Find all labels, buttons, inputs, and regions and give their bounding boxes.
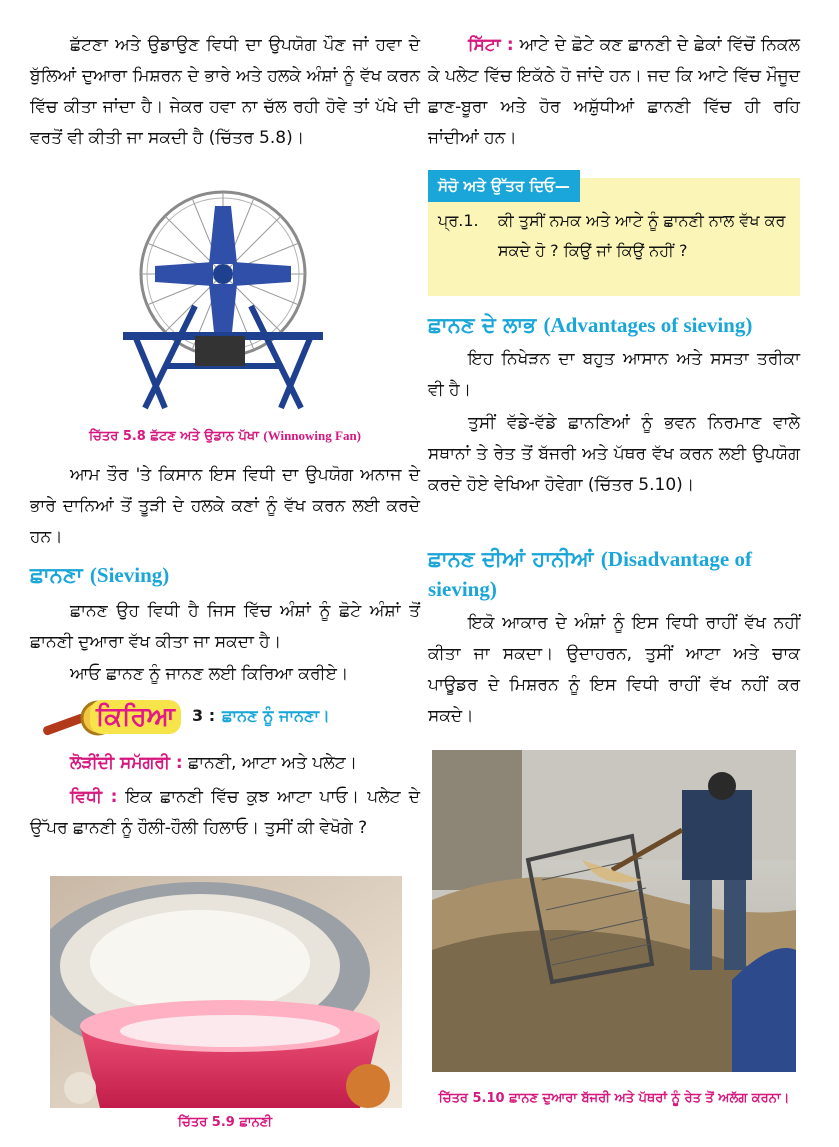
method-label: ਵਿਧੀ : xyxy=(70,787,118,807)
figure-5-8-caption xyxy=(30,427,420,446)
advantage-easy-cheap: ਇਹ ਨਿਖੇੜਨ ਦਾ ਬਹੁਤ ਆਸਾਨ ਅਤੇ ਸਸਤਾ ਤਰੀਕਾ ਵੀ ਹੈ। xyxy=(428,349,800,400)
construction-sieve-image xyxy=(432,750,796,1072)
figure-5-9-caption: ਚਿੱਤਰ 5.9 ਛਾਨਣੀ xyxy=(177,1115,273,1130)
sieving-heading-en: (Sieving) xyxy=(89,563,170,587)
lets-do-activity: ਆਓ ਛਾਨਣ ਨੂੰ ਜਾਨਣ ਲਈ ਕਿਰਿਆ ਕਰੀਏ। xyxy=(70,664,349,684)
materials-line xyxy=(30,748,420,779)
result-paragraph xyxy=(428,30,800,154)
figure-5-10-caption: ਚਿੱਤਰ 5.10 ਛਾਨਣ ਦੁਆਰਾ ਬੱਜਰੀ ਅਤੇ ਪੱਥਰਾਂ ਨੂੰ ਰੇਤ ਤੋਂ ਅਲੱਗ ਕਰਨਾ। xyxy=(438,1091,790,1106)
sieving-heading xyxy=(30,560,169,590)
disadvantage-paragraph: ਇਕੋ ਆਕਾਰ ਦੇ ਅੰਸ਼ਾਂ ਨੂੰ ਇਸ ਵਿਧੀ ਰਾਹੀਂ ਵੱਖ ਨਹੀਂ ਕੀਤਾ ਜਾ ਸਕਦਾ। ਉਦਾਹਰਨ, ਤੁਸੀਂ ਆਟਾ ਅਤੇ ਚਾਕ ਪਾਊਡਰ ਦੇ ਮਿਸ਼ਰਨ ਨੂੰ ਇਸ ਵਿਧੀ ਰਾਹੀਂ ਵੱਖ ਨਹੀਂ ਕਰ ਸਕਦੇ। xyxy=(428,613,800,726)
question-text: ਕੀ ਤੁਸੀਂ ਨਮਕ ਅਤੇ ਆਟੇ ਨੂੰ ਛਾਨਣੀ ਨਾਲ ਵੱਖ ਕਰ ਸਕਦੇ ਹੋ ? ਕਿਉਂ ਜਾਂ ਕਿਉਂ ਨਹੀਂ ? xyxy=(498,211,786,260)
materials-label: ਲੋੜੀਂਦੀ ਸਮੱਗਰੀ : xyxy=(70,753,183,773)
activity-word: ਕਿਰਿਆ xyxy=(90,700,181,734)
winnowing-paragraph: ਛੱਟਣਾ ਅਤੇ ਉਡਾਉਣ ਵਿਧੀ ਦਾ ਉਪਯੋਗ ਪੌਣ ਜਾਂ ਹਵਾ ਦੇ ਬੁੱਲਿਆਂ ਦੁਆਰਾ ਮਿਸ਼ਰਨ ਦੇ ਭਾਰੇ ਅਤੇ ਹਲਕੇ ਅੰਸ਼ਾਂ ਨੂੰ ਵੱਖ ਕਰਨ ਵਿੱਚ ਕੀਤਾ ਜਾਂਦਾ ਹੈ। ਜੇਕਰ ਹਵਾ ਨਾ ਚੱਲ ਰਹੀ ਹੋਵੇ ਤਾਂ ਪੱਖੇ ਦੀ ਵਰਤੋਂ ਵੀ ਕੀਤੀ ਜਾ ਸਕਦੀ ਹੈ (ਚਿੱਤਰ 5.8)। xyxy=(30,35,420,148)
advantages-heading-pa: ਛਾਨਣ ਦੇ ਲਾਭ xyxy=(428,312,537,337)
activity-title: ਛਾਨਣ ਨੂੰ ਜਾਨਣਾ। xyxy=(222,706,330,725)
flour-sieve-image xyxy=(50,876,402,1108)
question-number: ਪ੍ਰ.1. xyxy=(438,211,479,230)
figure-5-8-caption-pa: ਚਿੱਤਰ 5.8 ਛੱਟਣ ਅਤੇ ਉਡਾਨ ਪੱਖਾ xyxy=(88,429,259,444)
result-text: ਆਟੇ ਦੇ ਛੋਟੇ ਕਣ ਛਾਨਣੀ ਦੇ ਛੇਕਾਂ ਵਿੱਚੋਂ ਨਿਕਲ ਕੇ ਪਲੇਟ ਵਿੱਚ ਇਕੱਠੇ ਹੋ ਜਾਂਦੇ ਹਨ। ਜਦ ਕਿ ਆਟੇ ਵਿੱਚ ਮੌਜੂਦ ਛਾਣ-ਬੂਰਾ ਅਤੇ ਹੋਰ ਅਸ਼ੁੱਧੀਆਂ ਛਾਨਣੀ ਵਿੱਚ ਹੀ ਰਹਿ ਜਾਂਦੀਆਂ ਹਨ। xyxy=(428,35,801,148)
activity-banner xyxy=(42,696,420,740)
winnowing-fan-image xyxy=(75,186,365,418)
method-paragraph xyxy=(30,782,420,844)
farmers-paragraph: ਆਮ ਤੌਰ 'ਤੇ ਕਿਸਾਨ ਇਸ ਵਿਧੀ ਦਾ ਉਪਯੋਗ ਅਨਾਜ ਦੇ ਭਾਰੇ ਦਾਨਿਆਂ ਤੋਂ ਤੂੜੀ ਦੇ ਹਲਕੇ ਕਣਾਂ ਨੂੰ ਵੱਖ ਕਰਨ ਲਈ ਕਰਦੇ ਹਨ। xyxy=(30,465,420,547)
sieving-definition: ਛਾਨਣ ਉਹ ਵਿਧੀ ਹੈ ਜਿਸ ਵਿੱਚ ਅੰਸ਼ਾਂ ਨੂੰ ਛੋਟੇ ਅੰਸ਼ਾਂ ਤੋਂ ਛਾਨਣੀ ਦੁਆਰਾ ਵੱਖ ਕੀਤਾ ਜਾ ਸਕਦਾ ਹੈ। xyxy=(30,601,420,652)
activity-number: 3 : xyxy=(192,706,216,725)
advantage-construction: ਤੁਸੀਂ ਵੱਡੇ-ਵੱਡੇ ਛਾਨਣਿਆਂ ਨੂੰ ਭਵਨ ਨਿਰਮਾਣ ਵਾਲੇ ਸਥਾਨਾਂ ਤੇ ਰੇਤ ਤੋਂ ਬੱਜਰੀ ਅਤੇ ਪੱਥਰ ਵੱਖ ਕਰਨ ਲਈ ਉਪਯੋਗ ਕਰਦੇ ਹੋਏ ਵੇਖਿਆ ਹੋਵੇਗਾ (ਚਿੱਤਰ 5.10)। xyxy=(428,413,800,495)
result-label: ਸਿੱਟਾ : xyxy=(468,35,514,55)
figure-5-8-caption-en: (Winnowing Fan) xyxy=(263,428,362,443)
disadvantages-heading-en: (Disadvantage of sieving) xyxy=(428,547,752,601)
advantages-heading-en: (Advantages of sieving) xyxy=(543,313,753,337)
disadvantages-heading xyxy=(428,544,808,604)
think-and-answer-header: ਸੋਚੋ ਅਤੇ ਉੱਤਰ ਦਿਓ— xyxy=(428,170,580,202)
materials-text: ਛਾਨਣੀ, ਆਟਾ ਅਤੇ ਪਲੇਟ। xyxy=(188,753,358,773)
advantages-heading xyxy=(428,310,808,340)
sieving-heading-pa: ਛਾਨਣਾ xyxy=(30,562,83,587)
disadvantages-heading-pa: ਛਾਨਣ ਦੀਆਂ ਹਾਨੀਆਂ xyxy=(428,546,594,571)
method-text: ਇਕ ਛਾਨਣੀ ਵਿੱਚ ਕੁਝ ਆਟਾ ਪਾਓ। ਪਲੇਟ ਦੇ ਉੱਪਰ ਛਾਨਣੀ ਨੂੰ ਹੌਲੀ-ਹੌਲੀ ਹਿਲਾਓ। ਤੁਸੀਂ ਕੀ ਵੇਖੋਗੇ ? xyxy=(30,787,420,838)
think-and-answer-box xyxy=(428,178,800,296)
